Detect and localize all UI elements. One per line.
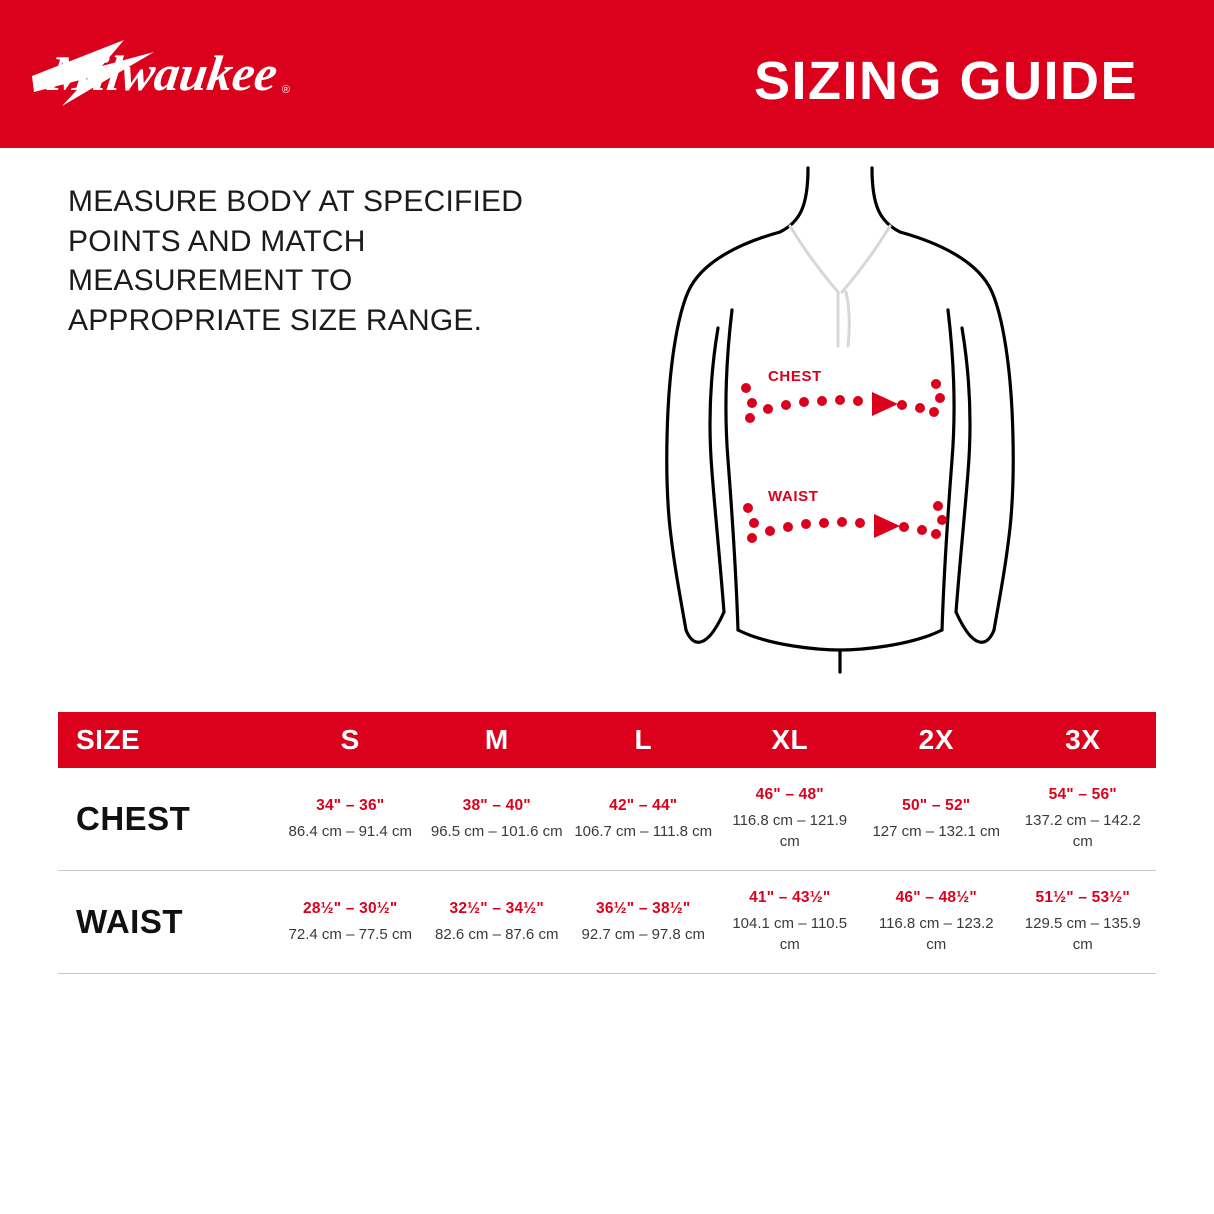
- cell-waist-3x: [1010, 871, 1157, 974]
- cell-metric: 72.4 cm – 77.5 cm: [288, 925, 412, 943]
- cell-chest-3x: [1010, 768, 1157, 871]
- cell-chest-s: [277, 768, 424, 871]
- col-head-l: L: [634, 724, 653, 755]
- sizing-table: [58, 712, 1156, 974]
- instruction-text: MEASURE BODY AT SPECIFIED POINTS AND MATCH MEASUREMENT TO APPROPRIATE SIZE RANGE.: [68, 185, 524, 337]
- page-header: [0, 0, 1214, 148]
- body-measurement-diagram: [640, 160, 1040, 680]
- cell-imperial: 42" – 44": [609, 796, 678, 814]
- cell-imperial: 51½" – 53½": [1035, 889, 1130, 906]
- cell-metric: 92.7 cm – 97.8 cm: [581, 925, 705, 943]
- cell-waist-m: [424, 871, 571, 974]
- cell-metric: 116.8 cm – 123.2 cm: [878, 915, 994, 953]
- table-row: [58, 871, 1156, 974]
- cell-metric: 96.5 cm – 101.6 cm: [430, 822, 563, 840]
- row-label-chest: CHEST: [58, 768, 277, 871]
- cell-imperial: 28½" – 30½": [303, 899, 398, 917]
- page-title: SIZING GUIDE: [753, 51, 1138, 111]
- col-head-size: SIZE: [76, 724, 141, 755]
- waist-measure-label: WAIST: [768, 488, 819, 505]
- cell-metric: 82.6 cm – 87.6 cm: [435, 925, 559, 943]
- cell-imperial: 41" – 43½": [749, 889, 831, 906]
- cell-imperial: 32½" – 34½": [449, 899, 544, 917]
- cell-imperial: 38" – 40": [462, 796, 531, 814]
- cell-waist-2x: [863, 871, 1010, 974]
- cell-metric: 104.1 cm – 110.5 cm: [732, 915, 848, 953]
- milwaukee-logo: [28, 26, 288, 122]
- cell-imperial: 46" – 48": [755, 786, 824, 803]
- cell-imperial: 50" – 52": [902, 796, 971, 814]
- registered-trademark-mark: ®: [281, 84, 290, 96]
- cell-waist-xl: [717, 871, 864, 974]
- chest-measure-label: CHEST: [768, 368, 822, 385]
- cell-metric: 137.2 cm – 142.2 cm: [1024, 812, 1141, 850]
- svg-text:Milwaukee: Milwaukee: [45, 45, 282, 101]
- cell-imperial: 36½" – 38½": [596, 899, 691, 917]
- cell-waist-s: [277, 871, 424, 974]
- col-head-xl: XL: [771, 724, 809, 755]
- cell-metric: 129.5 cm – 135.9 cm: [1024, 915, 1141, 953]
- cell-waist-l: [570, 871, 717, 974]
- cell-chest-2x: [863, 768, 1010, 871]
- table-header: [58, 712, 1156, 768]
- col-head-m: M: [484, 724, 509, 755]
- cell-metric: 116.8 cm – 121.9 cm: [732, 812, 848, 850]
- cell-imperial: 54" – 56": [1048, 786, 1117, 803]
- cell-chest-m: [424, 768, 571, 871]
- col-head-3x: 3X: [1065, 724, 1101, 755]
- size-table: [58, 712, 1156, 974]
- torso-illustration-icon: [640, 160, 1040, 680]
- col-head-s: S: [340, 724, 360, 755]
- table-body: [58, 768, 1156, 974]
- milwaukee-logo-icon: [28, 26, 288, 122]
- col-head-2x: 2X: [918, 724, 954, 755]
- cell-chest-xl: [717, 768, 864, 871]
- cell-metric: 127 cm – 132.1 cm: [872, 822, 1001, 840]
- cell-metric: 106.7 cm – 111.8 cm: [574, 822, 713, 840]
- row-label-waist: WAIST: [58, 871, 277, 974]
- cell-imperial: 46" – 48½": [895, 889, 977, 906]
- cell-metric: 86.4 cm – 91.4 cm: [288, 822, 412, 840]
- cell-chest-l: [570, 768, 717, 871]
- table-header-row: [58, 712, 1156, 768]
- table-row: [58, 768, 1156, 871]
- cell-imperial: 34" – 36": [316, 796, 385, 814]
